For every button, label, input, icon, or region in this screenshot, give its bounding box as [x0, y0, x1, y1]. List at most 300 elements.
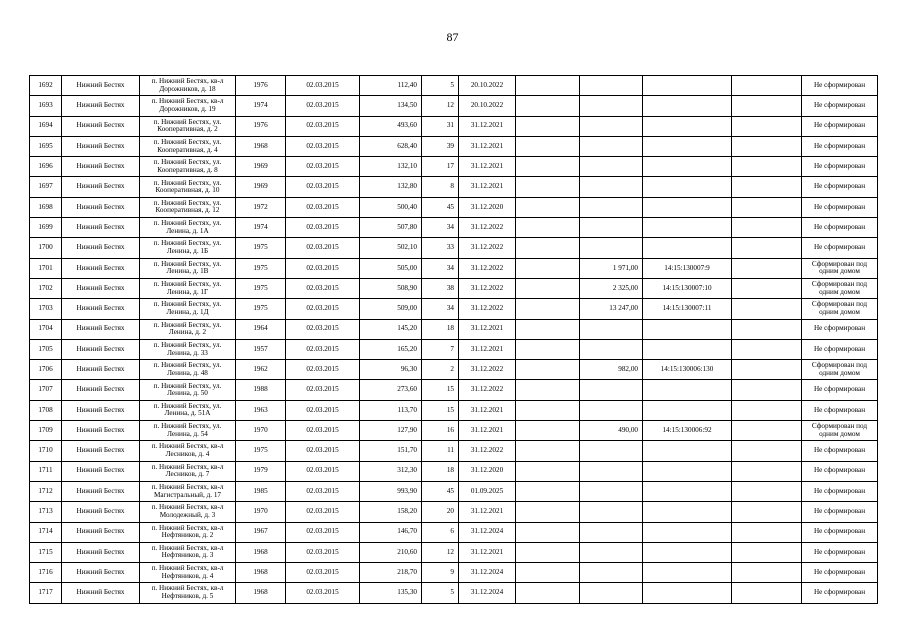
land-area-cell: [580, 136, 643, 156]
residents-count-cell: 45: [422, 481, 459, 501]
area-cell: 127,90: [360, 421, 422, 441]
address-cell: п. Нижний Бестях, ул. Ленина, д. 54: [140, 421, 236, 441]
inclusion-date-cell: 02.03.2015: [286, 563, 360, 583]
build-year-cell: 1976: [236, 76, 286, 96]
locality-cell: Нижний Бестях: [62, 76, 140, 96]
area-cell: 493,60: [360, 116, 422, 136]
repair-date-cell: 31.12.2021: [459, 157, 516, 177]
land-area-cell: [580, 563, 643, 583]
locality-cell: Нижний Бестях: [62, 299, 140, 319]
empty-cell: [516, 197, 580, 217]
table-row: [30, 563, 878, 583]
land-area-cell: [580, 116, 643, 136]
land-status-cell: Сформирован под одним домом: [802, 360, 878, 380]
land-area-cell: [580, 157, 643, 177]
build-year-cell: 1974: [236, 218, 286, 238]
empty-cell: [516, 583, 580, 603]
cadastral-number-cell: [643, 339, 732, 359]
build-year-cell: 1972: [236, 197, 286, 217]
land-status-cell: Не сформирован: [802, 542, 878, 562]
land-area-cell: [580, 542, 643, 562]
residents-count-cell: 7: [422, 339, 459, 359]
locality-cell: Нижний Бестях: [62, 583, 140, 603]
row-number-cell: 1705: [30, 339, 62, 359]
land-status-cell: Не сформирован: [802, 339, 878, 359]
land-area-cell: [580, 461, 643, 481]
inclusion-date-cell: 02.03.2015: [286, 157, 360, 177]
residents-count-cell: 45: [422, 197, 459, 217]
locality-cell: Нижний Бестях: [62, 238, 140, 258]
build-year-cell: 1975: [236, 238, 286, 258]
empty-cell: [732, 400, 802, 420]
inclusion-date-cell: 02.03.2015: [286, 400, 360, 420]
locality-cell: Нижний Бестях: [62, 197, 140, 217]
area-cell: 165,20: [360, 339, 422, 359]
empty-cell: [732, 116, 802, 136]
cadastral-number-cell: [643, 522, 732, 542]
locality-cell: Нижний Бестях: [62, 380, 140, 400]
cadastral-number-cell: [643, 96, 732, 116]
land-status-cell: Не сформирован: [802, 177, 878, 197]
address-cell: п. Нижний Бестях, кв-л Дорожников, д. 19: [140, 96, 236, 116]
residents-count-cell: 39: [422, 136, 459, 156]
empty-cell: [516, 238, 580, 258]
empty-cell: [732, 218, 802, 238]
area-cell: 135,30: [360, 583, 422, 603]
inclusion-date-cell: 02.03.2015: [286, 258, 360, 278]
land-status-cell: Не сформирован: [802, 116, 878, 136]
repair-date-cell: 31.12.2020: [459, 461, 516, 481]
empty-cell: [516, 96, 580, 116]
empty-cell: [732, 319, 802, 339]
build-year-cell: 1975: [236, 441, 286, 461]
locality-cell: Нижний Бестях: [62, 400, 140, 420]
cadastral-number-cell: [643, 380, 732, 400]
land-area-cell: [580, 339, 643, 359]
repair-date-cell: 31.12.2024: [459, 583, 516, 603]
row-number-cell: 1710: [30, 441, 62, 461]
row-number-cell: 1704: [30, 319, 62, 339]
area-cell: 132,10: [360, 157, 422, 177]
table-row: [30, 522, 878, 542]
empty-cell: [516, 502, 580, 522]
address-cell: п. Нижний Бестях, кв-л Лесников, д. 7: [140, 461, 236, 481]
empty-cell: [732, 76, 802, 96]
table-row: [30, 76, 878, 96]
address-cell: п. Нижний Бестях, кв-л Магистральный, д. 17: [140, 481, 236, 501]
residents-count-cell: 2: [422, 360, 459, 380]
build-year-cell: 1969: [236, 177, 286, 197]
empty-cell: [732, 339, 802, 359]
repair-date-cell: 31.12.2022: [459, 238, 516, 258]
build-year-cell: 1968: [236, 136, 286, 156]
inclusion-date-cell: 02.03.2015: [286, 583, 360, 603]
address-cell: п. Нижний Бестях, ул. Ленина, д. 1В: [140, 258, 236, 278]
land-status-cell: Не сформирован: [802, 96, 878, 116]
empty-cell: [732, 258, 802, 278]
repair-date-cell: 31.12.2024: [459, 522, 516, 542]
table-row: [30, 421, 878, 441]
area-cell: 312,30: [360, 461, 422, 481]
table-row: [30, 197, 878, 217]
cadastral-number-cell: 14:15:130007:11: [643, 299, 732, 319]
area-cell: 502,10: [360, 238, 422, 258]
table-row: [30, 299, 878, 319]
residents-count-cell: 20: [422, 502, 459, 522]
table-row: [30, 238, 878, 258]
land-area-cell: [580, 583, 643, 603]
repair-date-cell: 31.12.2022: [459, 441, 516, 461]
empty-cell: [732, 136, 802, 156]
build-year-cell: 1967: [236, 522, 286, 542]
land-status-cell: Сформирован под одним домом: [802, 278, 878, 298]
table-row: [30, 502, 878, 522]
address-cell: п. Нижний Бестях, ул. Ленина, д. 50: [140, 380, 236, 400]
land-area-cell: 2 325,00: [580, 278, 643, 298]
address-cell: п. Нижний Бестях, ул. Кооперативная, д. 12: [140, 197, 236, 217]
empty-cell: [516, 177, 580, 197]
row-number-cell: 1697: [30, 177, 62, 197]
build-year-cell: 1985: [236, 481, 286, 501]
empty-cell: [732, 238, 802, 258]
build-year-cell: 1957: [236, 339, 286, 359]
locality-cell: Нижний Бестях: [62, 177, 140, 197]
land-status-cell: Не сформирован: [802, 76, 878, 96]
land-status-cell: Не сформирован: [802, 563, 878, 583]
repair-date-cell: 31.12.2021: [459, 542, 516, 562]
empty-cell: [732, 461, 802, 481]
area-cell: 96,30: [360, 360, 422, 380]
empty-cell: [732, 542, 802, 562]
inclusion-date-cell: 02.03.2015: [286, 177, 360, 197]
repair-date-cell: 31.12.2020: [459, 197, 516, 217]
empty-cell: [516, 258, 580, 278]
row-number-cell: 1708: [30, 400, 62, 420]
repair-date-cell: 20.10.2022: [459, 96, 516, 116]
locality-cell: Нижний Бестях: [62, 542, 140, 562]
inclusion-date-cell: 02.03.2015: [286, 299, 360, 319]
cadastral-number-cell: [643, 481, 732, 501]
area-cell: 210,60: [360, 542, 422, 562]
residents-count-cell: 34: [422, 299, 459, 319]
land-area-cell: [580, 197, 643, 217]
empty-cell: [732, 299, 802, 319]
residents-count-cell: 6: [422, 522, 459, 542]
area-cell: 158,20: [360, 502, 422, 522]
empty-cell: [732, 197, 802, 217]
land-status-cell: Не сформирован: [802, 136, 878, 156]
empty-cell: [516, 360, 580, 380]
area-cell: 508,90: [360, 278, 422, 298]
table-row: [30, 542, 878, 562]
cadastral-number-cell: [643, 542, 732, 562]
residents-count-cell: 18: [422, 319, 459, 339]
residents-count-cell: 34: [422, 218, 459, 238]
residents-count-cell: 18: [422, 461, 459, 481]
land-status-cell: Не сформирован: [802, 522, 878, 542]
land-status-cell: Не сформирован: [802, 197, 878, 217]
locality-cell: Нижний Бестях: [62, 258, 140, 278]
residents-count-cell: 16: [422, 421, 459, 441]
address-cell: п. Нижний Бестях, ул. Ленина, д. 1Б: [140, 238, 236, 258]
empty-cell: [516, 339, 580, 359]
row-number-cell: 1695: [30, 136, 62, 156]
empty-cell: [516, 278, 580, 298]
build-year-cell: 1975: [236, 258, 286, 278]
area-cell: 507,80: [360, 218, 422, 238]
repair-date-cell: 31.12.2021: [459, 502, 516, 522]
inclusion-date-cell: 02.03.2015: [286, 136, 360, 156]
table-row: [30, 380, 878, 400]
locality-cell: Нижний Бестях: [62, 278, 140, 298]
table-row: [30, 339, 878, 359]
land-status-cell: Не сформирован: [802, 319, 878, 339]
cadastral-number-cell: [643, 177, 732, 197]
inclusion-date-cell: 02.03.2015: [286, 522, 360, 542]
empty-cell: [732, 278, 802, 298]
address-cell: п. Нижний Бестях, ул. Кооперативная, д. 2: [140, 116, 236, 136]
residents-count-cell: 5: [422, 76, 459, 96]
repair-date-cell: 31.12.2021: [459, 136, 516, 156]
row-number-cell: 1700: [30, 238, 62, 258]
land-area-cell: [580, 96, 643, 116]
locality-cell: Нижний Бестях: [62, 522, 140, 542]
inclusion-date-cell: 02.03.2015: [286, 380, 360, 400]
inclusion-date-cell: 02.03.2015: [286, 197, 360, 217]
row-number-cell: 1699: [30, 218, 62, 238]
address-cell: п. Нижний Бестях, ул. Ленина, д. 2: [140, 319, 236, 339]
residents-count-cell: 8: [422, 177, 459, 197]
repair-date-cell: 01.09.2025: [459, 481, 516, 501]
land-status-cell: Не сформирован: [802, 400, 878, 420]
land-area-cell: [580, 441, 643, 461]
land-area-cell: [580, 522, 643, 542]
residents-count-cell: 33: [422, 238, 459, 258]
area-cell: 509,00: [360, 299, 422, 319]
table-row: [30, 258, 878, 278]
table-row: [30, 218, 878, 238]
cadastral-number-cell: 14:15:130006:130: [643, 360, 732, 380]
residents-count-cell: 11: [422, 441, 459, 461]
table-row: [30, 96, 878, 116]
residents-count-cell: 15: [422, 400, 459, 420]
locality-cell: Нижний Бестях: [62, 441, 140, 461]
land-status-cell: Не сформирован: [802, 441, 878, 461]
residents-count-cell: 5: [422, 583, 459, 603]
address-cell: п. Нижний Бестях, ул. Кооперативная, д. 10: [140, 177, 236, 197]
row-number-cell: 1717: [30, 583, 62, 603]
empty-cell: [516, 421, 580, 441]
row-number-cell: 1702: [30, 278, 62, 298]
land-area-cell: [580, 380, 643, 400]
inclusion-date-cell: 02.03.2015: [286, 360, 360, 380]
repair-date-cell: 31.12.2022: [459, 278, 516, 298]
residents-count-cell: 9: [422, 563, 459, 583]
residents-count-cell: 12: [422, 542, 459, 562]
locality-cell: Нижний Бестях: [62, 319, 140, 339]
empty-cell: [516, 400, 580, 420]
repair-date-cell: 20.10.2022: [459, 76, 516, 96]
land-area-cell: [580, 319, 643, 339]
empty-cell: [732, 481, 802, 501]
empty-cell: [516, 441, 580, 461]
locality-cell: Нижний Бестях: [62, 218, 140, 238]
address-cell: п. Нижний Бестях, ул. Ленина, д. 48: [140, 360, 236, 380]
land-area-cell: [580, 238, 643, 258]
row-number-cell: 1693: [30, 96, 62, 116]
land-area-cell: [580, 218, 643, 238]
residents-count-cell: 17: [422, 157, 459, 177]
land-area-cell: 982,00: [580, 360, 643, 380]
area-cell: 218,70: [360, 563, 422, 583]
repair-date-cell: 31.12.2021: [459, 421, 516, 441]
repair-date-cell: 31.12.2022: [459, 299, 516, 319]
empty-cell: [516, 380, 580, 400]
table-row: [30, 461, 878, 481]
area-cell: 500,40: [360, 197, 422, 217]
row-number-cell: 1696: [30, 157, 62, 177]
address-cell: п. Нижний Бестях, ул. Кооперативная, д. 4: [140, 136, 236, 156]
address-cell: п. Нижний Бестях, ул. Ленина, д. 1Г: [140, 278, 236, 298]
locality-cell: Нижний Бестях: [62, 136, 140, 156]
table-row: [30, 319, 878, 339]
empty-cell: [516, 481, 580, 501]
row-number-cell: 1706: [30, 360, 62, 380]
cadastral-number-cell: [643, 400, 732, 420]
residents-count-cell: 12: [422, 96, 459, 116]
address-cell: п. Нижний Бестях, кв-л Нефтяников, д. 4: [140, 563, 236, 583]
build-year-cell: 1968: [236, 583, 286, 603]
inclusion-date-cell: 02.03.2015: [286, 339, 360, 359]
empty-cell: [516, 542, 580, 562]
land-status-cell: Не сформирован: [802, 157, 878, 177]
area-cell: 151,70: [360, 441, 422, 461]
build-year-cell: 1979: [236, 461, 286, 481]
row-number-cell: 1711: [30, 461, 62, 481]
locality-cell: Нижний Бестях: [62, 116, 140, 136]
inclusion-date-cell: 02.03.2015: [286, 502, 360, 522]
row-number-cell: 1703: [30, 299, 62, 319]
build-year-cell: 1969: [236, 157, 286, 177]
inclusion-date-cell: 02.03.2015: [286, 542, 360, 562]
repair-date-cell: 31.12.2022: [459, 380, 516, 400]
cadastral-number-cell: [643, 197, 732, 217]
build-year-cell: 1964: [236, 319, 286, 339]
land-area-cell: 13 247,00: [580, 299, 643, 319]
row-number-cell: 1707: [30, 380, 62, 400]
area-cell: 993,90: [360, 481, 422, 501]
area-cell: 273,60: [360, 380, 422, 400]
cadastral-number-cell: [643, 563, 732, 583]
land-status-cell: Не сформирован: [802, 583, 878, 603]
address-cell: п. Нижний Бестях, кв-л Нефтяников, д. 3: [140, 542, 236, 562]
address-cell: п. Нижний Бестях, ул. Ленина, д. 51А: [140, 400, 236, 420]
area-cell: 145,20: [360, 319, 422, 339]
empty-cell: [516, 157, 580, 177]
empty-cell: [732, 502, 802, 522]
land-status-cell: Сформирован под одним домом: [802, 299, 878, 319]
build-year-cell: 1975: [236, 299, 286, 319]
cadastral-number-cell: [643, 238, 732, 258]
inclusion-date-cell: 02.03.2015: [286, 96, 360, 116]
inclusion-date-cell: 02.03.2015: [286, 319, 360, 339]
address-cell: п. Нижний Бестях, ул. Ленина, д. 1А: [140, 218, 236, 238]
table-row: [30, 360, 878, 380]
locality-cell: Нижний Бестях: [62, 481, 140, 501]
locality-cell: Нижний Бестях: [62, 157, 140, 177]
row-number-cell: 1709: [30, 421, 62, 441]
build-year-cell: 1975: [236, 278, 286, 298]
cadastral-number-cell: 14:15:130007:9: [643, 258, 732, 278]
repair-date-cell: 31.12.2021: [459, 116, 516, 136]
table-row: [30, 177, 878, 197]
empty-cell: [732, 522, 802, 542]
cadastral-number-cell: [643, 461, 732, 481]
area-cell: 505,00: [360, 258, 422, 278]
housing-registry-table: [29, 75, 878, 604]
inclusion-date-cell: 02.03.2015: [286, 421, 360, 441]
empty-cell: [516, 76, 580, 96]
inclusion-date-cell: 02.03.2015: [286, 218, 360, 238]
address-cell: п. Нижний Бестях, ул. Ленина, д. 33: [140, 339, 236, 359]
table-row: [30, 481, 878, 501]
row-number-cell: 1698: [30, 197, 62, 217]
empty-cell: [516, 299, 580, 319]
cadastral-number-cell: [643, 218, 732, 238]
land-status-cell: Не сформирован: [802, 502, 878, 522]
empty-cell: [732, 157, 802, 177]
cadastral-number-cell: [643, 116, 732, 136]
build-year-cell: 1962: [236, 360, 286, 380]
cadastral-number-cell: 14:15:130006:92: [643, 421, 732, 441]
empty-cell: [732, 96, 802, 116]
residents-count-cell: 34: [422, 258, 459, 278]
repair-date-cell: 31.12.2021: [459, 177, 516, 197]
table-row: [30, 400, 878, 420]
inclusion-date-cell: 02.03.2015: [286, 481, 360, 501]
build-year-cell: 1968: [236, 542, 286, 562]
land-status-cell: Сформирован под одним домом: [802, 421, 878, 441]
residents-count-cell: 15: [422, 380, 459, 400]
build-year-cell: 1970: [236, 421, 286, 441]
residents-count-cell: 38: [422, 278, 459, 298]
cadastral-number-cell: [643, 319, 732, 339]
address-cell: п. Нижний Бестях, кв-л Нефтяников, д. 5: [140, 583, 236, 603]
build-year-cell: 1974: [236, 96, 286, 116]
empty-cell: [516, 218, 580, 238]
row-number-cell: 1692: [30, 76, 62, 96]
row-number-cell: 1701: [30, 258, 62, 278]
row-number-cell: 1716: [30, 563, 62, 583]
repair-date-cell: 31.12.2021: [459, 339, 516, 359]
address-cell: п. Нижний Бестях, кв-л Нефтяников, д. 2: [140, 522, 236, 542]
table-row: [30, 441, 878, 461]
land-status-cell: Не сформирован: [802, 218, 878, 238]
land-area-cell: [580, 502, 643, 522]
page-number: 87: [446, 30, 459, 44]
empty-cell: [732, 360, 802, 380]
table-row: [30, 116, 878, 136]
build-year-cell: 1970: [236, 502, 286, 522]
build-year-cell: 1963: [236, 400, 286, 420]
cadastral-number-cell: [643, 157, 732, 177]
build-year-cell: 1968: [236, 563, 286, 583]
address-cell: п. Нижний Бестях, ул. Ленина, д. 1Д: [140, 299, 236, 319]
inclusion-date-cell: 02.03.2015: [286, 238, 360, 258]
land-status-cell: Не сформирован: [802, 238, 878, 258]
cadastral-number-cell: [643, 136, 732, 156]
repair-date-cell: 31.12.2024: [459, 563, 516, 583]
